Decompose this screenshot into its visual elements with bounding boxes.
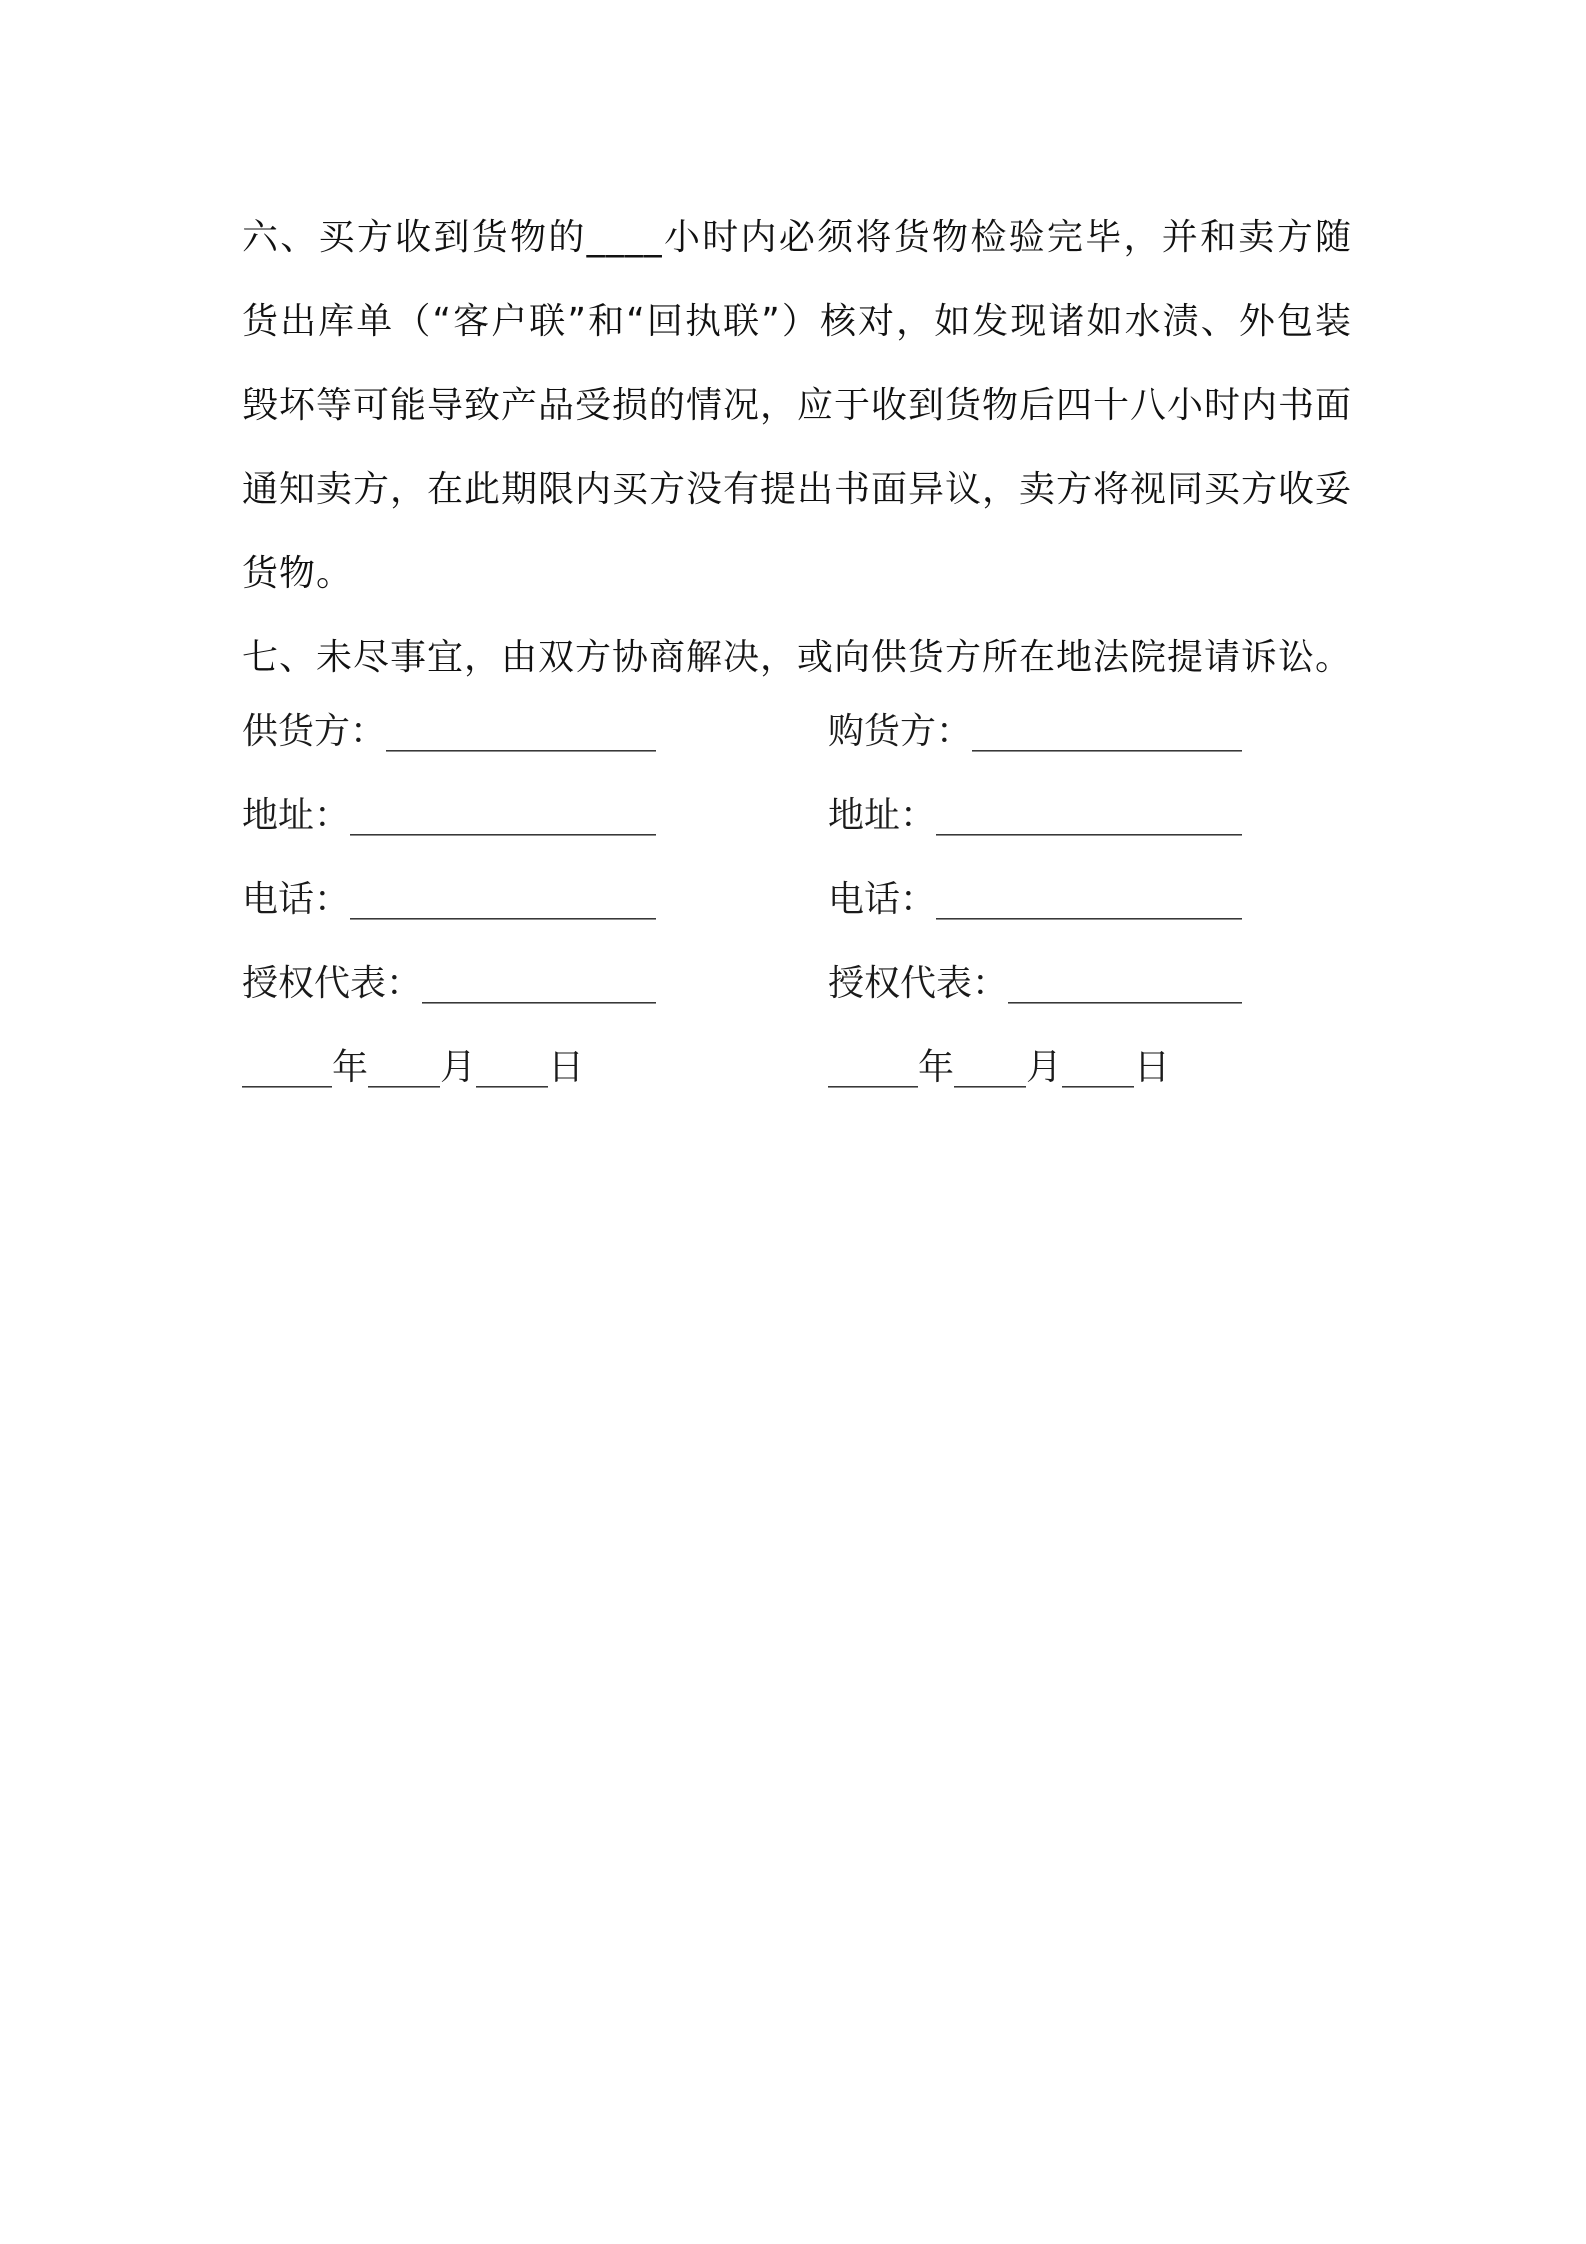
buyer-representative-field: 授权代表：_____________	[828, 963, 1243, 1004]
buyer-phone-field: 电话：_________________	[828, 879, 1243, 920]
buyer-name-field: 购货方：_______________	[828, 711, 1243, 752]
buyer-date-field: _____年____月____日	[828, 1047, 1170, 1088]
supplier-name-field: 供货方：_______________	[242, 711, 657, 752]
supplier-phone-field: 电话：_________________	[242, 879, 657, 920]
contract-clauses	[242, 196, 1352, 700]
buyer-address-field: 地址：_________________	[828, 795, 1243, 836]
clause-seven: 七、未尽事宜，由双方协商解决，或向供货方所在地法院提请诉讼。	[242, 637, 1353, 678]
supplier-address-field: 地址：_________________	[242, 795, 657, 836]
signature-block	[242, 690, 1352, 1110]
supplier-representative-field: 授权代表：_____________	[242, 963, 657, 1004]
supplier-date-field: _____年____月____日	[242, 1047, 584, 1088]
clause-six: 六、买方收到货物的____小时内必须将货物检验完毕，并和卖方随货出库单（“客户联”和“回执联”）核对，如发现诸如水渍、外包装毁坏等可能导致产品受损的情况，应于收到货物后四十八小时内书面通知卖方，在此期限内买方没有提出书面异议，卖方将视同买方收妥货物。	[242, 217, 1353, 594]
